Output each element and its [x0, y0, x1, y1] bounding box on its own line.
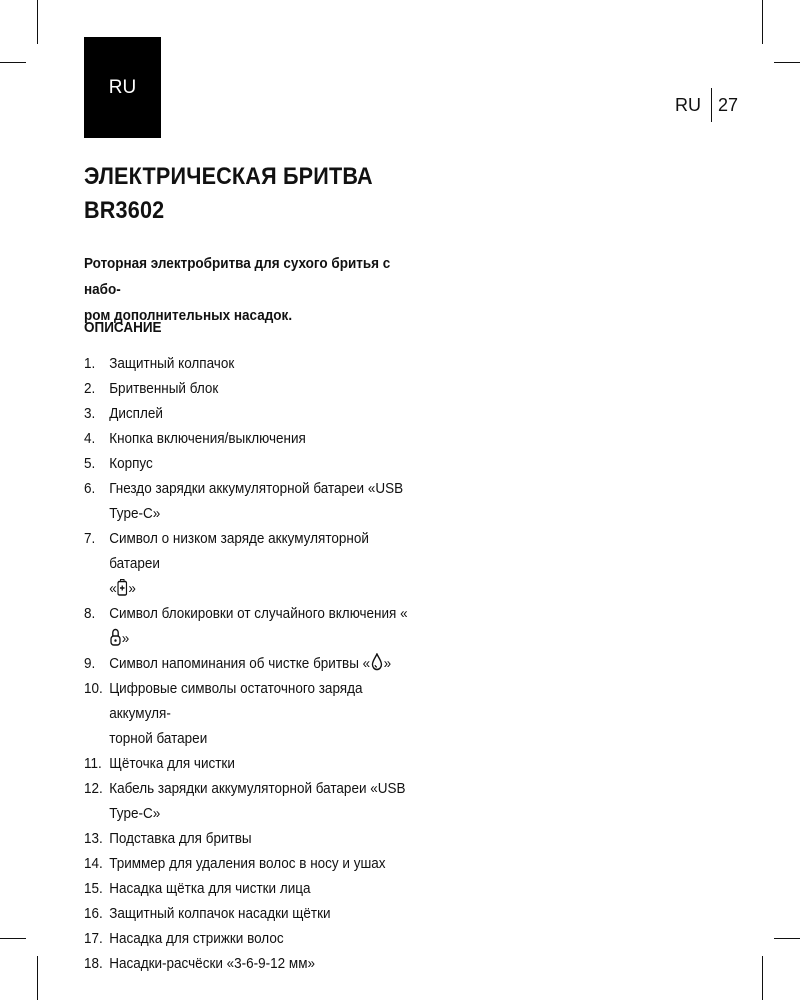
list-item-line: Защитный колпачок [109, 355, 235, 372]
list-item-line: Насадка щётка для чистки лица [109, 880, 311, 897]
crop-mark [0, 62, 26, 63]
list-item-text [109, 651, 408, 676]
list-item [84, 476, 408, 526]
list-item-number: 18. [84, 955, 103, 972]
battery-icon [118, 579, 128, 596]
list-item [84, 676, 408, 751]
list-item [84, 876, 408, 901]
list-item [84, 826, 408, 851]
page-title [84, 160, 373, 228]
crop-mark [37, 0, 38, 44]
list-item-text [109, 951, 408, 976]
list-item [84, 751, 408, 776]
list-item-line: Насадки-расчёски «3-6-9-12 мм» [109, 955, 316, 972]
list-item [84, 376, 408, 401]
list-item [84, 426, 408, 451]
list-item-text [109, 826, 408, 851]
list-item-line: Корпус [109, 455, 153, 472]
description-list [84, 351, 408, 976]
list-item-line: Щёточка для чистки [109, 755, 235, 772]
list-item-line: Цифровые символы остаточного заряда аккумуля- [109, 680, 363, 722]
list-item-text [109, 426, 408, 451]
list-item [84, 776, 408, 826]
list-item-number: 15. [84, 880, 103, 897]
list-item-number: 13. [84, 830, 103, 847]
list-item-line: Кнопка включения/выключения [109, 430, 306, 447]
page-number: 27 [717, 94, 738, 115]
crop-mark [762, 956, 763, 1000]
page-language: RU [674, 94, 701, 115]
list-item-number: 5. [84, 455, 96, 472]
list-item [84, 451, 408, 476]
list-item-text [109, 401, 408, 426]
crop-mark [762, 0, 763, 44]
lock-icon [110, 628, 121, 646]
list-item [84, 901, 408, 926]
list-item-text [109, 851, 408, 876]
list-item-number: 10. [84, 680, 103, 697]
page-marker [675, 88, 738, 122]
list-item-number: 17. [84, 930, 103, 947]
list-item-number: 8. [84, 605, 96, 622]
list-item-text [109, 676, 408, 751]
list-item-number: 9. [84, 655, 96, 672]
list-item-text [109, 351, 408, 376]
list-item-line: Насадка для стрижки волос [109, 930, 284, 947]
list-item-line: Бритвенный блок [109, 380, 219, 397]
list-item-line: торной батареи [109, 730, 208, 747]
list-item-text [109, 526, 408, 601]
list-item [84, 651, 408, 676]
list-item-line: Защитный колпачок насадки щётки [109, 905, 331, 922]
crop-mark [774, 938, 800, 939]
intro-line-1: Роторная электробритва для сухого бритья с набо- [84, 255, 391, 298]
crop-mark [774, 62, 800, 63]
list-item [84, 351, 408, 376]
list-item-number: 12. [84, 780, 103, 797]
list-item-line: Триммер для удаления волос в носу и ушах [109, 855, 386, 872]
list-item-number: 3. [84, 405, 96, 422]
list-item [84, 401, 408, 426]
list-item-line: » [121, 630, 130, 647]
list-item-line: » [383, 655, 392, 672]
list-item-line: « [109, 580, 117, 597]
water-drop-icon [371, 653, 383, 671]
list-item [84, 526, 408, 601]
list-item-text [109, 601, 408, 651]
list-item-number: 7. [84, 530, 96, 547]
list-item-text [109, 751, 408, 776]
list-item-text [109, 476, 408, 526]
list-item-line: Символ о низком заряде аккумуляторной батареи [109, 530, 369, 572]
page-marker-divider [711, 88, 712, 122]
list-item-number: 6. [84, 480, 96, 497]
list-item-line: Гнездо зарядки аккумуляторной батареи «USB [109, 480, 404, 497]
title-line-2: BR3602 [84, 197, 165, 224]
title-line-1: ЭЛЕКТРИЧЕСКАЯ БРИТВА [84, 163, 373, 190]
list-item-line: Символ блокировки от случайного включения « [109, 605, 408, 622]
intro-line-2: ром дополнительных насадок. [84, 307, 293, 324]
crop-mark [37, 956, 38, 1000]
language-tab [84, 37, 161, 138]
list-item [84, 926, 408, 951]
language-tab-label: RU [108, 76, 137, 98]
list-item-text [109, 376, 408, 401]
list-item-line: Type-C» [109, 805, 161, 822]
section-heading: ОПИСАНИЕ [84, 319, 162, 336]
list-item [84, 951, 408, 976]
list-item-line: Символ напоминания об чистке бритвы « [109, 655, 371, 672]
list-item-text [109, 901, 408, 926]
list-item-number: 1. [84, 355, 96, 372]
list-item [84, 851, 408, 876]
list-item-number: 2. [84, 380, 96, 397]
list-item-text [109, 776, 408, 826]
list-item-number: 11. [84, 755, 102, 772]
list-item-text [109, 451, 408, 476]
list-item [84, 601, 408, 651]
list-item-line: Подставка для бритвы [109, 830, 252, 847]
crop-mark [0, 938, 26, 939]
list-item-text [109, 926, 408, 951]
list-item-text [109, 876, 408, 901]
list-item-number: 4. [84, 430, 96, 447]
list-item-line: » [128, 580, 136, 597]
list-item-line: Дисплей [109, 405, 163, 422]
list-item-number: 16. [84, 905, 103, 922]
list-item-number: 14. [84, 855, 103, 872]
list-item-line: Type-C» [109, 505, 161, 522]
list-item-line: Кабель зарядки аккумуляторной батареи «USB [109, 780, 406, 797]
